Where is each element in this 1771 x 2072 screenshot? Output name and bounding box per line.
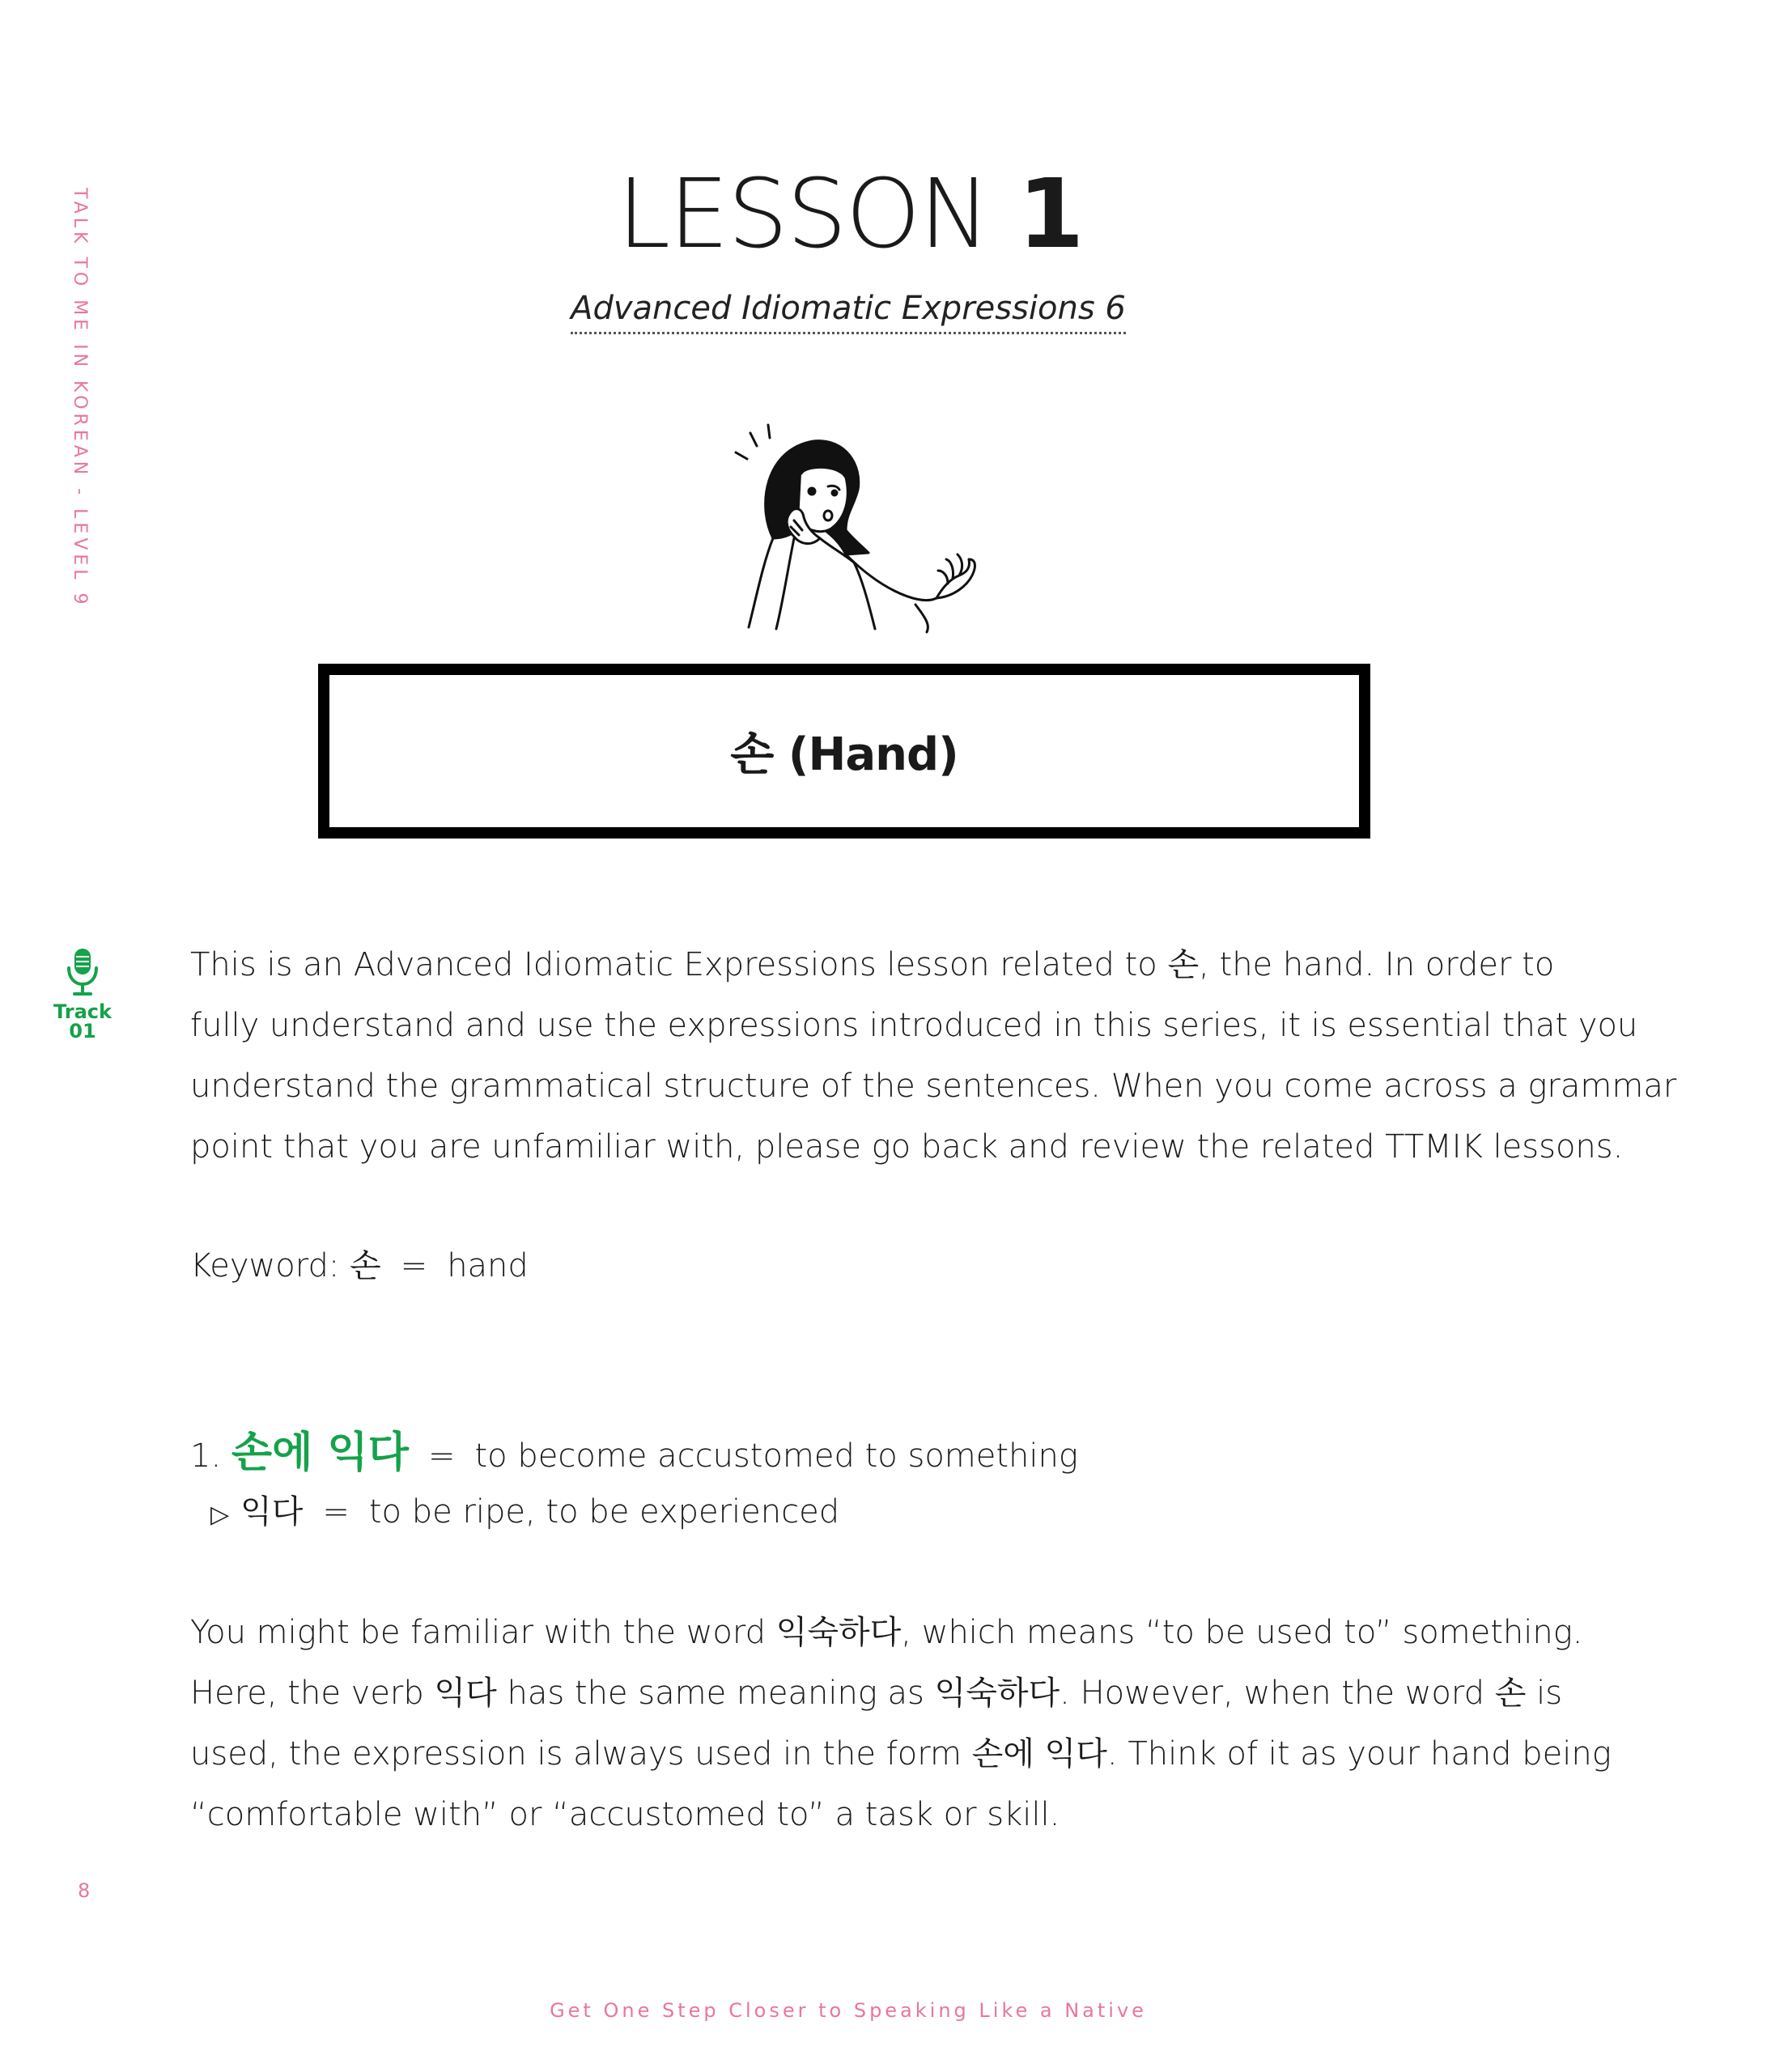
expression-korean: 손에 익다 (231, 1429, 409, 1477)
audio-track[interactable] (49, 947, 117, 1041)
thinking-woman-illustration (724, 417, 1016, 635)
microphone-icon (65, 947, 100, 997)
track-number: 01 (69, 1020, 96, 1042)
lesson-subtitle-text: Advanced Idiomatic Expressions 6 (571, 290, 1126, 334)
sub-expression-meaning: to be ripe, to be experienced (368, 1493, 840, 1531)
footer-tagline: Get One Step Closer to Speaking Like a Native (550, 1999, 1147, 2022)
explanation-line: You might be familiar with the word 익숙하다, which means “to be used to” something. (190, 1614, 1583, 1651)
expression-meaning: to become accustomed to something (474, 1437, 1078, 1475)
keyword-equals: = (400, 1247, 428, 1284)
explanation-paragraph (190, 1603, 1612, 1845)
intro-line: understand the grammatical structure of the sentences. When you come across a grammar (190, 1068, 1677, 1105)
keyword-meaning: hand (447, 1247, 529, 1284)
series-side-label: TALK TO ME IN KOREAN - LEVEL 9 (70, 188, 90, 609)
sub-expression-korean: 익다 (240, 1493, 304, 1531)
explanation-line: used, the expression is always used in the form 손에 익다. Think of it as your hand being (190, 1735, 1612, 1773)
lesson-title (0, 158, 1700, 270)
expression-number: 1. (190, 1437, 222, 1475)
keyword-label: Keyword: 손 (190, 1247, 381, 1284)
topic-box (318, 664, 1370, 839)
intro-line: point that you are unfamiliar with, please go back and review the related TTMIK lessons. (190, 1128, 1624, 1166)
sub-expression (210, 1486, 839, 1532)
explanation-line: “comfortable with” or “accustomed to” a task or skill. (190, 1796, 1060, 1833)
expression-equals: = (427, 1437, 456, 1475)
intro-line: fully understand and use the expressions introduced in this series, it is essential that you (190, 1007, 1638, 1044)
page-number: 8 (78, 1879, 91, 1902)
sub-expression-equals: = (322, 1493, 350, 1531)
triangle-marker-icon: ▷ (210, 1501, 230, 1529)
lesson-word: LESSON (617, 158, 989, 270)
explanation-line: Here, the verb 익다 has the same meaning as 익숙하다. However, when the word 손 is (190, 1675, 1563, 1712)
topic-title: 손 (Hand) (730, 728, 958, 781)
intro-paragraph (190, 935, 1677, 1178)
lesson-number: 1 (1017, 158, 1083, 270)
intro-line: This is an Advanced Idiomatic Expressions lesson related to 손, the hand. In order to (190, 946, 1555, 983)
track-label: Track (53, 1000, 112, 1023)
expression-1 (190, 1418, 1078, 1479)
keyword-line (190, 1240, 529, 1286)
lesson-subtitle (0, 290, 1697, 334)
